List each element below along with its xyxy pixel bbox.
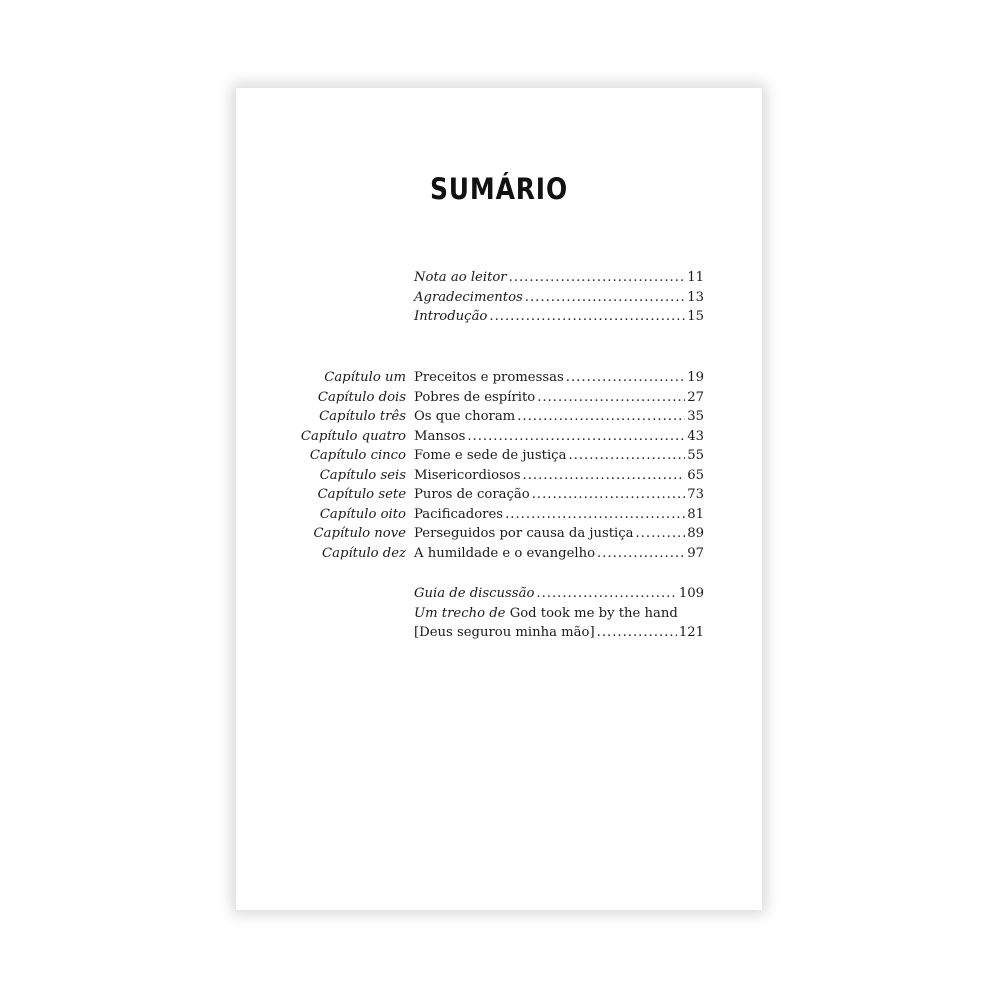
toc-chapter-row[interactable] [236, 505, 762, 525]
chapter-list [236, 368, 762, 563]
toc-chapter-row[interactable] [236, 446, 762, 466]
toc-entry-excerpt-line1[interactable] [236, 604, 762, 624]
leader-dots [517, 407, 685, 427]
entry-page: 11 [687, 270, 704, 285]
chapter-label: Capítulo quatro [300, 428, 406, 444]
leader-dots [523, 466, 686, 486]
leader-dots [489, 307, 685, 327]
chapter-label: Capítulo dez [322, 545, 406, 561]
entry-title: Introdução [414, 309, 488, 324]
entry-page: 43 [687, 428, 704, 444]
leader-dots [532, 485, 686, 505]
entry-page: 97 [687, 545, 704, 561]
entry-page: 19 [687, 370, 704, 385]
entry-title: Pobres de espírito [414, 389, 536, 405]
chapter-label: Capítulo três [319, 409, 406, 424]
front-matter [236, 268, 762, 327]
toc-entry[interactable] [236, 268, 762, 288]
toc-entry[interactable] [236, 288, 762, 308]
entry-title: Perseguidos por causa da justiça [414, 526, 634, 541]
toc-chapter-row[interactable] [236, 407, 762, 427]
entry-page: 73 [687, 487, 704, 502]
chapter-label: Capítulo nove [313, 526, 406, 541]
excerpt-translation: [Deus segurou minha mão] [414, 625, 595, 640]
entry-page: 81 [687, 506, 704, 522]
leader-dots [597, 623, 677, 643]
toc-chapter-row[interactable] [236, 368, 762, 388]
chapter-label: Capítulo dois [317, 389, 406, 405]
entry-title: Nota ao leitor [414, 270, 507, 285]
entry-page: 65 [687, 467, 704, 483]
entry-title: Misericordiosos [414, 467, 521, 483]
toc-entry-excerpt-line2[interactable] [236, 623, 762, 643]
entry-title: Pacificadores [414, 506, 504, 522]
toc-chapter-row[interactable] [236, 466, 762, 486]
entry-title: A humildade e o evangelho [414, 545, 596, 561]
entry-page: 13 [687, 289, 704, 305]
toc-chapter-row[interactable] [236, 427, 762, 447]
toc-entry[interactable] [236, 307, 762, 327]
entry-page: 89 [687, 526, 704, 541]
entry-page: 109 [678, 586, 704, 601]
leader-dots [568, 446, 685, 466]
chapter-label: Capítulo cinco [309, 448, 406, 463]
leader-dots [467, 427, 685, 447]
chapter-label: Capítulo oito [319, 506, 406, 522]
entry-title: Puros de coração [414, 487, 530, 502]
back-matter [236, 584, 762, 643]
chapter-label: Capítulo um [324, 370, 406, 385]
leader-dots [636, 524, 686, 544]
page-title: SUMÁRIO [429, 172, 569, 206]
entry-page: 35 [687, 409, 704, 424]
entry-title: Preceitos e promessas [414, 370, 564, 385]
chapter-label: Capítulo seis [319, 467, 406, 483]
toc-chapter-row[interactable] [236, 388, 762, 408]
toc-chapter-row[interactable] [236, 544, 762, 564]
chapter-label: Capítulo sete [317, 487, 406, 502]
leader-dots [597, 544, 685, 564]
leader-dots [537, 388, 685, 408]
leader-dots [525, 288, 685, 308]
excerpt-prefix: Um trecho de [414, 605, 506, 621]
leader-dots [566, 368, 685, 388]
entry-title: Fome e sede de justiça [414, 448, 567, 463]
leader-dots [509, 268, 686, 288]
entry-title: Agradecimentos [414, 289, 523, 305]
entry-page: 15 [687, 309, 704, 324]
entry-title: Mansos [414, 428, 466, 444]
toc-entry[interactable] [236, 584, 762, 604]
leader-dots [536, 584, 676, 604]
entry-title: Os que choram [414, 409, 516, 424]
entry-page: 27 [687, 389, 704, 405]
entry-page: 121 [678, 625, 704, 640]
book-page [236, 88, 762, 910]
entry-page: 55 [687, 448, 704, 463]
toc-chapter-row[interactable] [236, 485, 762, 505]
leader-dots [505, 505, 685, 525]
entry-title: Guia de discussão [414, 586, 535, 601]
toc-chapter-row[interactable] [236, 524, 762, 544]
excerpt-book-title: God took me by the hand [509, 605, 678, 621]
